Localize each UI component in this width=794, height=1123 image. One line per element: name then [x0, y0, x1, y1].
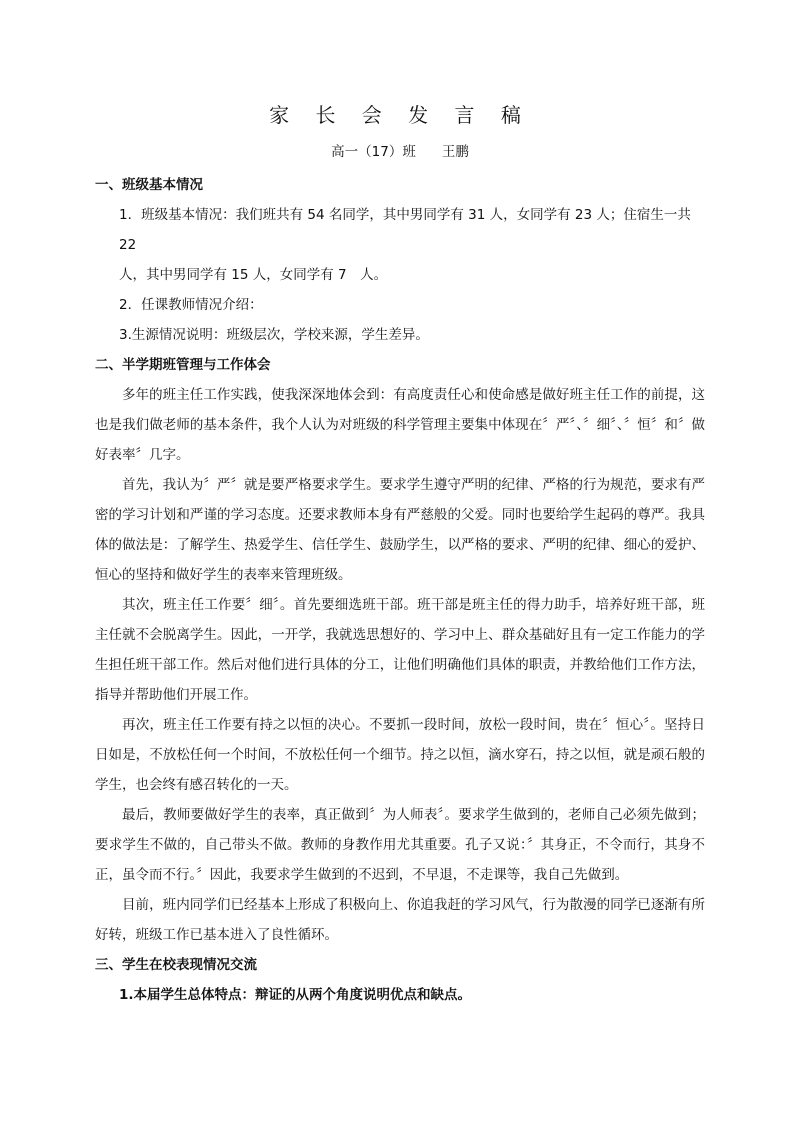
paragraph-5: 最后，教师要做好学生的表率，真正做到〞为人师表〞。要求学生做到的，老师自己必须先做到；要求学生不做的，自己带头不做。教师的身教作用尤其重要。孔子又说：〞其身正，不令而行，其身不正，虽令而不行。〞因此，我要求学生做到的不迟到，不早退，不走课等，我自己先做到。 — [95, 807, 705, 883]
section-heading-3: 三、学生在校表现情况交流 — [95, 957, 257, 973]
document-title: 家 长 会 发 言 稿 — [269, 103, 531, 127]
section-heading-2: 二、半学期班管理与工作体会 — [95, 357, 271, 373]
document-page — [95, 100, 705, 1010]
section3-subheading-1: 1.本届学生总体特点：辩证的从两个角度说明优点和缺点。 — [119, 987, 472, 1003]
section1-item1-line1: 1．班级基本情况：我们班共有 54 名同学，其中男同学有 31 人，女同学有 23 人；住宿生一共 22 — [119, 207, 691, 253]
paragraph-1: 多年的班主任工作实践，使我深深地体会到：有高度责任心和使命感是做好班主任工作的前提，这也是我们做老师的基本条件，我个人认为对班级的科学管理主要集中体现在〞严〞、〞细〞、〞恒〞和〞做好表率〞几字。 — [95, 387, 705, 463]
paragraph-6: 目前，班内同学们已经基本上形成了积极向上、你追我赶的学习风气，行为散漫的同学已逐渐有所好转，班级工作已基本进入了良性循环。 — [95, 897, 705, 943]
paragraph-4: 再次，班主任工作要有持之以恒的决心。不要抓一段时间，放松一段时间，贵在〞恒心〞。坚持日日如是，不放松任何一个时间，不放松任何一个细节。持之以恒，滴水穿石，持之以恒，就是顽石般的学生，也会终有感召转化的一天。 — [95, 717, 705, 793]
paragraph-2: 首先，我认为〞严〞就是要严格要求学生。要求学生遵守严明的纪律、严格的行为规范，要求有严密的学习计划和严谨的学习态度。还要求教师本身有严慈般的父爱。同时也要给学生起码的尊严。我具体的做法是：了解学生、热爱学生、信任学生、鼓励学生，以严格的要求、严明的纪律、细心的爱护、恒心的坚持和做好学生的表率来管理班级。 — [95, 477, 705, 583]
section1-item1-line2: 人，其中男同学有 15 人，女同学有 7 人。 — [119, 267, 388, 283]
document-subtitle — [95, 142, 705, 162]
section1-item3: 3.生源情况说明：班级层次，学校来源，学生差异。 — [119, 327, 429, 343]
section1-item2: 2．任课教师情况介绍： — [119, 297, 263, 313]
class-name: 高一（17）班 — [331, 144, 416, 160]
section-heading-1: 一、班级基本情况 — [95, 177, 203, 193]
paragraph-3: 其次，班主任工作要〞细〞。首先要细选班干部。班干部是班主任的得力助手，培养好班干部，班主任就不会脱离学生。因此，一开学，我就选思想好的、学习中上、群众基础好且有一定工作能力的学生担任班干部工作。然后对他们进行具体的分工，让他们明确他们具体的职责，并教给他们工作方法，指导并帮助他们开展工作。 — [95, 597, 705, 703]
author-name: 王鹏 — [441, 144, 469, 160]
